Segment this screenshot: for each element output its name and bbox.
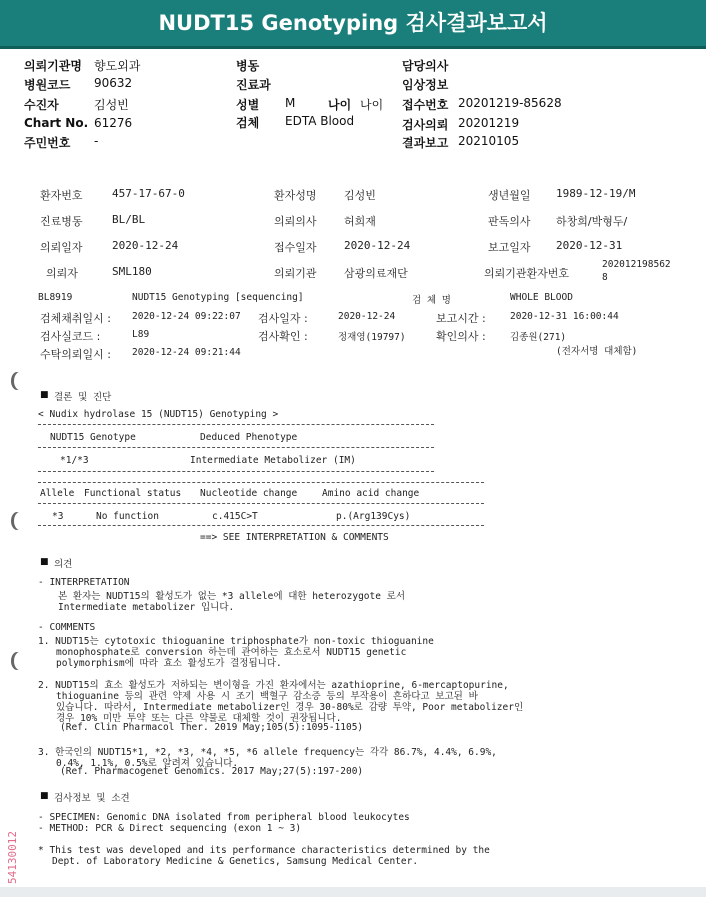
hospital-code-label: 병원코드 (24, 78, 71, 92)
test-name: NUDT15 Genotyping [sequencing] (132, 292, 304, 303)
phenotype-value: Intermediate Metabolizer (IM) (190, 455, 356, 466)
info-specimen: - SPECIMEN: Genomic DNA isolated from peripheral blood leukocytes (38, 812, 410, 823)
comment-2-ref: (Ref. Clin Pharmacol Ther. 2019 May;105(5):1095-1105) (60, 722, 364, 733)
specimen-name: WHOLE BLOOD (510, 292, 573, 303)
collect-label: 검체채취일시 : (40, 312, 111, 325)
org-pid-2: 8 (602, 272, 608, 283)
receipt-no-label: 접수번호 (402, 98, 449, 112)
result-report-value: 20210105 (458, 134, 520, 148)
consign-label: 수탁의뢰일시 : (40, 348, 111, 361)
rep-date: 2020-12-31 (556, 239, 623, 252)
patient-label: 수진자 (24, 98, 59, 112)
title-divider (0, 46, 706, 49)
opinion-section-title: 의견 (54, 559, 73, 570)
patient-id: 457-17-67-0 (112, 187, 185, 200)
section-bullet-icon: ■ (40, 557, 49, 567)
specimen-label: 검체 (236, 116, 260, 130)
table-rule (38, 424, 434, 425)
reporttime-label: 보고시간 : (436, 312, 486, 325)
resident-no-value: - (94, 134, 99, 148)
comment-3-line-1: 3. 한국인의 NUDT15*1, *2, *3, *4, *5, *6 allele frequency는 각각 86.7%, 4.4%, 6.9%, (38, 747, 497, 758)
testcode-label: 검사실코드 : (40, 330, 101, 343)
comment-3-ref: (Ref. Pharmacogenet Genomics. 2017 May;27(5):197-200) (60, 766, 364, 777)
test-request-value: 20201219 (458, 116, 520, 130)
aa-value: p.(Arg139Cys) (336, 511, 411, 522)
section-bullet-icon: ■ (40, 390, 49, 400)
org-name-label: 의뢰기관명 (24, 59, 82, 73)
table-rule (38, 525, 484, 526)
age-value: 나이 (360, 98, 384, 112)
testdate-label: 검사일자 : (258, 312, 308, 325)
col-genotype: NUDT15 Genotype (50, 432, 136, 443)
punch-hole-mark (14, 512, 26, 530)
confirm-label: 검사확인 : (258, 330, 308, 343)
sex-value: M (285, 96, 296, 110)
requester: SML180 (112, 265, 152, 278)
checkdoc-label: 확인의사 : (436, 330, 486, 343)
allele-value: *3 (52, 511, 64, 522)
testcode: L89 (132, 329, 150, 340)
chart-no-value: 61276 (94, 116, 133, 130)
result-report-label: 결과보고 (402, 136, 449, 150)
org-pid-1: 202012198562 (602, 259, 671, 270)
collect: 2020-12-24 09:22:07 (132, 311, 241, 322)
comment-1-line-2: monophosphate로 conversion 하는데 관여하는 효소로서 NUDT15 genetic (56, 647, 407, 658)
req-date-label: 의뢰일자 (40, 241, 83, 254)
reader: 하창희/박형두/ (556, 215, 628, 228)
checkdoc: 김종원(271) (510, 332, 567, 343)
table-rule (38, 482, 484, 483)
receipt-no-value: 20201219-85628 (458, 96, 562, 110)
comment-1-line-1: 1. NUDT15는 cytotoxic thioguanine triphosphate가 non-toxic thioguanine (38, 636, 434, 647)
ward-value-2: BL/BL (112, 213, 146, 226)
org-name-value: 향도외과 (94, 59, 141, 73)
see-interpretation: ==> SEE INTERPRETATION & COMMENTS (200, 532, 389, 543)
info-method: - METHOD: PCR & Direct sequencing (exon 1 ~ 3) (38, 823, 302, 834)
table-rule (38, 503, 484, 504)
ward-label: 병동 (236, 59, 260, 73)
resident-no-label: 주민번호 (24, 136, 71, 150)
patient-name: 김성빈 (344, 189, 376, 202)
interp-line-2: Intermediate metabolizer 입니다. (58, 602, 235, 613)
dob-label: 생년월일 (488, 189, 531, 202)
comment-1-line-3: polymorphism에 따라 효소 활성도가 결정됩니다. (56, 658, 282, 669)
specimen-name-label: 검 체 명 (412, 295, 451, 306)
table-rule (38, 447, 434, 448)
chart-no-label: Chart No. (24, 116, 89, 130)
physician-label: 담당의사 (402, 59, 449, 73)
test-request-label: 검사의뢰 (402, 118, 449, 132)
col-phenotype: Deduced Phenotype (200, 432, 298, 443)
specimen-value: EDTA Blood (285, 114, 355, 128)
org-label: 의뢰기관 (274, 267, 317, 280)
side-barcode-number: 54130012 (6, 831, 19, 884)
patient-id-label: 환자번호 (40, 189, 83, 202)
ward-label-2: 진료병동 (40, 215, 83, 228)
confirm: 정재영(19797) (338, 332, 406, 343)
dept-label: 진료과 (236, 78, 271, 92)
result-subtitle: < Nudix hydrolase 15 (NUDT15) Genotyping > (38, 409, 279, 420)
interp-head: - INTERPRETATION (38, 577, 130, 588)
hospital-code-value: 90632 (94, 76, 133, 90)
comment-2-line-2: thioguanine 등의 관련 약제 사용 시 조기 백혈구 감소증 등의 부작용이 흔하다고 보고된 바 (56, 691, 478, 702)
testdate: 2020-12-24 (338, 311, 396, 322)
dob: 1989-12-19/M (556, 187, 636, 200)
nuc-value: c.415C>T (212, 511, 258, 522)
consign: 2020-12-24 09:21:44 (132, 347, 241, 358)
reporttime: 2020-12-31 16:00:44 (510, 311, 619, 322)
interp-line-1: 본 환자는 NUDT15의 활성도가 없는 *3 allele에 대한 heterozygote 로서 (58, 591, 406, 602)
report-title: NUDT15 Genotyping 검사결과보고서 (0, 0, 706, 46)
age-label: 나이 (328, 98, 352, 112)
result-section-title: 결론 및 진단 (54, 392, 112, 403)
patient-name-label: 환자성명 (274, 189, 317, 202)
section-bullet-icon: ■ (40, 791, 49, 801)
org: 삼광의료재단 (344, 267, 408, 280)
sex-label: 성별 (236, 98, 260, 112)
punch-hole-mark (14, 372, 26, 390)
rep-date-label: 보고일자 (488, 241, 531, 254)
comment-2-line-3: 있습니다. 따라서, Intermediate metabolizer인 경우 30-80%로 감량 투약, Poor metabolizer인 (56, 702, 524, 713)
org-pid-label: 의뢰기관환자번호 (484, 267, 570, 280)
test-code: BL8919 (38, 292, 73, 303)
col-allele: Allele (40, 488, 75, 499)
doctor: 허희재 (344, 215, 376, 228)
bottom-margin (0, 887, 706, 897)
col-aa: Amino acid change (322, 488, 420, 499)
comments-head: - COMMENTS (38, 622, 96, 633)
comment-2-line-4: 경우 10% 미만 투약 또는 다른 약물로 대체할 것이 권장됩니다. (56, 713, 342, 724)
punch-hole-mark (14, 652, 26, 670)
req-date: 2020-12-24 (112, 239, 179, 252)
col-nuc: Nucleotide change (200, 488, 298, 499)
patient-value: 김성빈 (94, 98, 129, 112)
clinical-info-label: 임상정보 (402, 78, 449, 92)
comment-2-line-1: 2. NUDT15의 효소 활성도가 저하되는 변이형을 가진 환자에서는 azathioprine, 6-mercaptopurine, (38, 680, 509, 691)
reader-label: 판독의사 (488, 215, 531, 228)
info-note-1: * This test was developed and its performance characteristics determined by the (38, 845, 490, 856)
genotype-value: *1/*3 (60, 455, 89, 466)
func-value: No function (96, 511, 159, 522)
esign-note: (전자서명 대체함) (556, 346, 638, 357)
recv-date: 2020-12-24 (344, 239, 411, 252)
table-rule (38, 471, 434, 472)
doctor-label: 의뢰의사 (274, 215, 317, 228)
col-func: Functional status (84, 488, 182, 499)
requester-label: 의뢰자 (46, 267, 78, 280)
info-note-2: Dept. of Laboratory Medicine & Genetics, Samsung Medical Center. (52, 856, 419, 867)
comment-3-line-2: 0.4%, 1.1%, 0.5%로 알려져 있습니다. (56, 758, 239, 769)
info-section-title: 검사정보 및 소견 (54, 793, 130, 804)
recv-date-label: 접수일자 (274, 241, 317, 254)
